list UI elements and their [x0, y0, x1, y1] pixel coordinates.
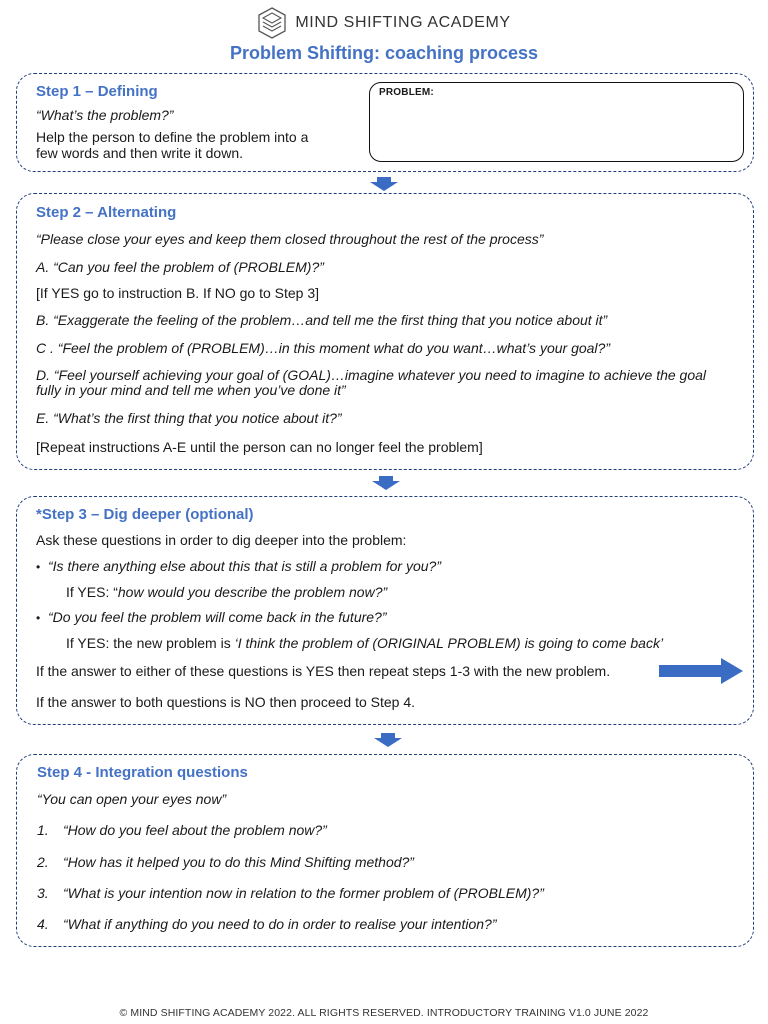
- step3-intro: Ask these questions in order to dig deeper into the problem:: [36, 532, 407, 548]
- list-number: 2.: [37, 854, 49, 870]
- bullet-icon: •: [36, 611, 41, 625]
- step2-item-e: E. “What’s the first thing that you notice about it?”: [36, 410, 342, 426]
- step4-intro: “You can open your eyes now”: [37, 791, 227, 807]
- header: [0, 6, 768, 45]
- bullet-icon: •: [36, 560, 41, 574]
- page-title: Problem Shifting: coaching process: [229, 43, 539, 63]
- step3-question-1: “Is there anything else about this that is still a problem for you?”: [48, 558, 441, 574]
- step4-item-1: 1. “How do you feel about the problem now?”: [37, 822, 327, 838]
- yes-keyword: YES: [77, 635, 106, 651]
- step2-if-line: [If YES go to instruction B. If NO go to Step 3]: [36, 285, 320, 301]
- step3-question-2: “Do you feel the problem will come back in the future?”: [48, 609, 387, 625]
- no-keyword: NO: [214, 285, 236, 301]
- step3-followup-2: If YES: the new problem is ‘I think the problem of (ORIGINAL PROBLEM) is going to come back’: [66, 635, 664, 651]
- step1-instruction: Help the person to define the problem into a few words and then write it down.: [36, 129, 309, 161]
- step2-intro: “Please close your eyes and keep them closed throughout the rest of the process”: [36, 231, 544, 247]
- problem-label: PROBLEM:: [379, 87, 434, 98]
- step2-repeat: [Repeat instructions A-E until the person can no longer feel the problem]: [36, 439, 483, 455]
- arrow-down-icon: [370, 177, 398, 191]
- step1-title: Step 1 – Defining: [36, 83, 158, 100]
- yes-keyword: YES: [77, 584, 106, 600]
- yes-keyword: YES: [305, 663, 334, 679]
- brand-name: MIND SHIFTING ACADEMY: [295, 14, 511, 31]
- yes-keyword: YES: [51, 285, 80, 301]
- hexagon-stack-logo-icon: [257, 6, 287, 40]
- step4-item-2: 2. “How has it helped you to do this Mind Shifting method?”: [37, 854, 414, 870]
- brand: [257, 6, 510, 40]
- step3-both-line: If the answer to both questions is NO then proceed to Step 4.: [36, 694, 416, 710]
- no-keyword: NO: [244, 694, 266, 710]
- step3-either-line: If the answer to either of these questions is YES then repeat steps 1-3 with the new problem.: [36, 663, 611, 679]
- step4-item-4: 4. “What if anything do you need to do in order to realise your intention?”: [37, 916, 497, 932]
- step2-item-a: A. “Can you feel the problem of (PROBLEM)?”: [36, 259, 324, 275]
- step3-title: *Step 3 – Dig deeper (optional): [36, 506, 254, 523]
- list-number: 4.: [37, 916, 49, 932]
- step2-title: Step 2 – Alternating: [36, 204, 177, 221]
- step2-item-c: C . “Feel the problem of (PROBLEM)…in this moment what do you want…what’s your goal?”: [36, 340, 610, 356]
- step3-followup-1: If YES: “how would you describe the problem now?”: [66, 584, 388, 600]
- step2-item-b: B. “Exaggerate the feeling of the problem…and tell me the first thing that you notice about it”: [36, 312, 608, 328]
- footer-copyright: © MIND SHIFTING ACADEMY 2022. ALL RIGHTS RESERVED. INTRODUCTORY TRAINING V1.0 JUNE 2022: [119, 1007, 649, 1019]
- problem-input-box[interactable]: [369, 82, 744, 162]
- step2-item-d: D. “Feel yourself achieving your goal of (GOAL)…imagine whatever you need to imagine to achieve the goal fully in your mind and tell me when you’ve done it”: [36, 367, 707, 398]
- arrow-down-icon: [372, 476, 400, 490]
- step1-question: “What’s the problem?”: [36, 107, 174, 123]
- arrow-right-icon: [659, 658, 743, 684]
- step4-item-3: 3. “What is your intention now in relation to the former problem of (PROBLEM)?”: [37, 885, 544, 901]
- arrow-down-icon: [374, 733, 402, 747]
- list-number: 1.: [37, 822, 49, 838]
- list-number: 3.: [37, 885, 49, 901]
- step4-title: Step 4 - Integration questions: [37, 764, 248, 781]
